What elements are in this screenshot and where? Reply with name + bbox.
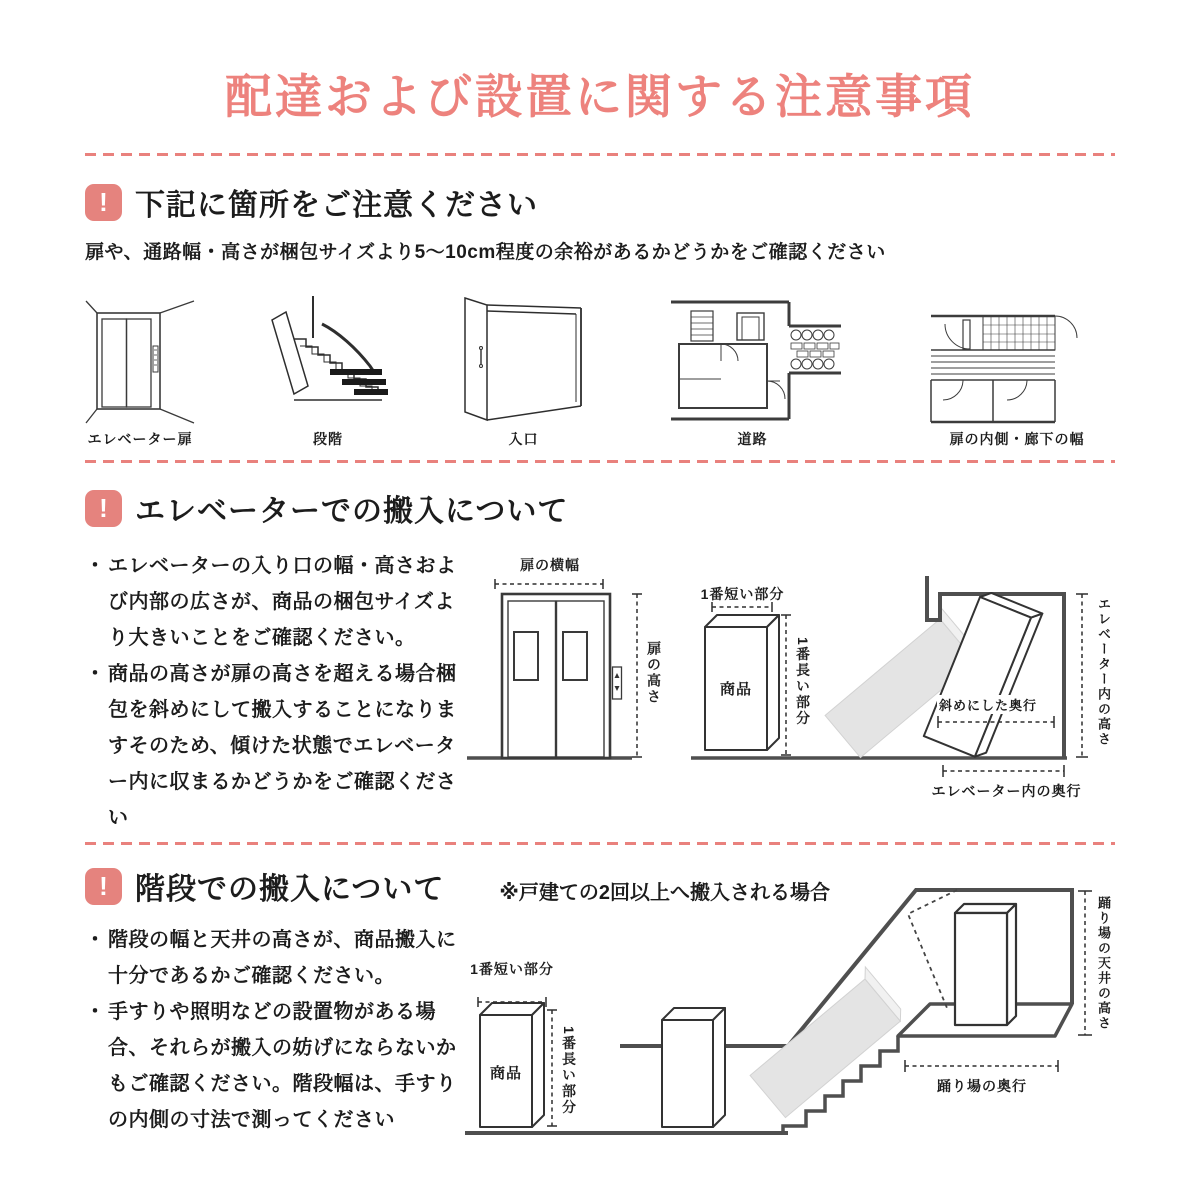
page-title: 配達および設置に関する注意事項 [225,70,975,123]
divider [85,460,1115,463]
illustration-label: 入口 [508,431,539,447]
illustration-label: 段階 [313,431,343,447]
entrance-icon [461,294,586,424]
section1-heading: 下記に箇所をご注意ください [135,189,538,222]
section1-subtext: 扉や、通路幅・高さが梱包サイズより5～10cm程度の余裕があるかどうかをご確認ください [85,242,886,263]
package-on-landing [955,904,1016,1025]
bullet-item: ・ 手すりや照明などの設置物がある場合、それらが搬入の妨げにならないかもご確認ください。階段幅は、手すりの内側の寸法で測ってください [85,994,467,1138]
alert-icon [85,184,122,221]
section2-bullet-list [85,548,467,836]
illustration-road [657,292,849,449]
divider [85,842,1115,845]
alert-icon [85,490,122,527]
alert-icon [85,868,122,905]
door-width-label: 扉の横幅 [520,557,580,573]
elevator-diagram [450,545,1165,820]
section3-bullet-list [85,922,467,1138]
illustration-entrance [461,292,586,449]
door-height-label: 扉の高さ [646,641,662,705]
illustration-label: 扉の内側・廊下の幅 [949,431,1085,447]
illustration-hallway [919,292,1115,449]
illustration-stairs [266,292,391,449]
elevator-inner-height-label: エレベーター内の高さ [1096,597,1111,747]
elevator-inner-depth-label: エレベーター内の奥行 [931,783,1082,799]
alert-glyph: ! [99,493,108,523]
landing-depth-label: 踊り場の奥行 [937,1078,1027,1094]
illustration-elevator-door [85,292,195,449]
section1-header [85,180,538,224]
section2-header [85,486,568,530]
alert-glyph: ! [99,187,108,217]
shortest-part-label: 1番短い部分 [700,586,785,602]
stairs-icon [266,294,391,424]
illustration-label: エレベーター扉 [87,431,193,447]
section2-heading: エレベーターでの搬入について [135,495,569,528]
alert-glyph: ! [99,871,108,901]
product-label: 商品 [489,1065,522,1082]
stairs-drawing [266,292,391,424]
road-plan-drawing [657,292,849,424]
checkpoint-illustrations [85,292,1115,449]
entrance-drawing [461,292,586,424]
illustration-label: 道路 [737,431,768,447]
bullet-item: ・ 商品の高さが扉の高さを超える場合梱包を斜めにして搬入することになりますそのため、傾けた状態でエレベーター内に収まるかどうかをご確認ください [85,656,467,836]
longest-part-label: 1番長い部分 [795,637,811,727]
hallway-plan-icon [919,312,1115,424]
elevator-door-icon [85,299,195,424]
stairs-diagram-art [450,870,1170,1160]
section3-heading: 階段での搬入について [135,873,445,906]
section3-note: ※戸建ての2回以上へ搬入される場合 [499,881,830,904]
tilted-depth-label: 斜めにした奥行 [937,695,1039,714]
divider [85,153,1115,156]
hallway-plan-drawing [919,292,1115,424]
elevator-door-drawing [85,292,195,424]
product-label: 商品 [719,681,752,698]
longest-part-label: 1番長い部分 [561,1026,577,1116]
stairs-diagram [450,870,1170,1160]
shortest-part-label: 1番短い部分 [470,961,554,977]
tilt-path-dashes [908,890,957,1008]
landing-ceiling-height-label: 踊り場の天井の高さ [1096,896,1111,1031]
bullet-item: ・ エレベーターの入り口の幅・高さおよび内部の広さが、商品の梱包サイズより大きいことをご確認ください。 [85,548,467,656]
road-plan-icon [657,289,849,424]
bullet-item: ・ 階段の幅と天井の高さが、商品搬入に十分であるかご確認ください。 [85,922,467,994]
